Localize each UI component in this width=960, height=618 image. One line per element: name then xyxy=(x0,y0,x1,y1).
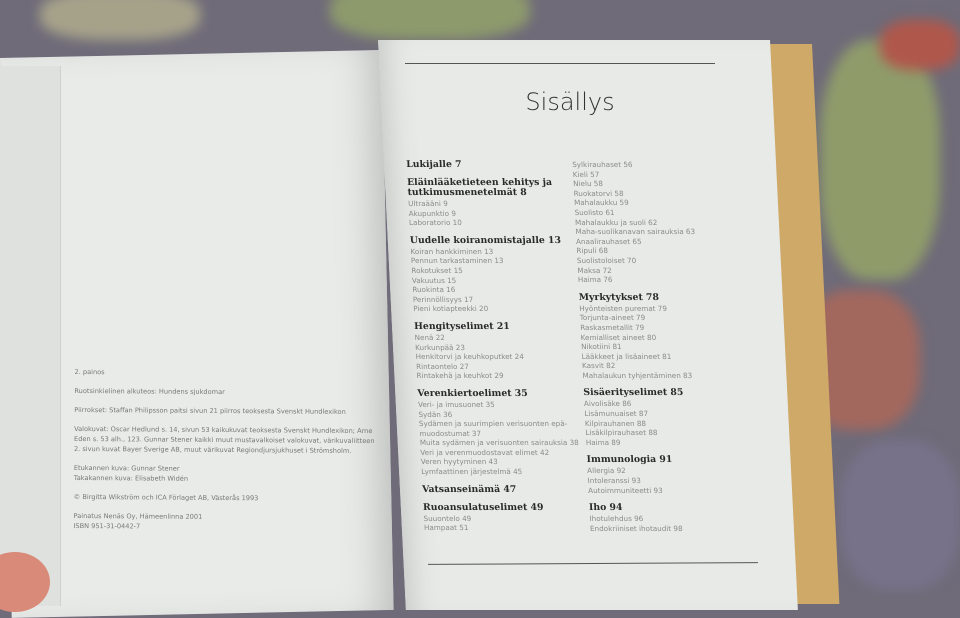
toc-entry: Intoleranssi 93 xyxy=(587,476,642,486)
toc-heading: Uudelle koiranomistajalle 13 xyxy=(409,234,562,246)
carpet-pattern xyxy=(880,20,960,70)
toc-entry: Ultraääni 9 xyxy=(407,199,449,208)
toc-left-column xyxy=(406,160,595,541)
toc-entry: Akupunktio 9 xyxy=(408,208,457,218)
toc-entry: Perinnöllisyys 17 xyxy=(412,294,474,304)
toc-entry: Kemialliset aineet 80 xyxy=(580,332,657,342)
toc-entry: Mahalaukku ja suoli 62 xyxy=(574,217,658,227)
toc-entry: Nikotiini 81 xyxy=(580,342,622,352)
toc-entry: Haima 76 xyxy=(577,275,613,285)
imprint-line: 2. painos xyxy=(74,367,105,377)
toc-entry: Henkitorvi ja keuhkoputket 24 xyxy=(415,352,525,362)
toc-section xyxy=(422,485,592,495)
toc-heading: Myrkytykset 78 xyxy=(578,291,660,303)
carpet-pattern xyxy=(840,440,960,590)
toc-entry: Veri ja verenmuodostavat elimet 42 xyxy=(420,447,550,457)
toc-heading: Ruoansulatuselimet 49 xyxy=(422,501,544,513)
toc-entry: Allergia 92 xyxy=(586,466,626,476)
toc-section xyxy=(586,455,758,495)
toc-entry: muodostumat 37 xyxy=(419,428,482,438)
toc-entry: Kurkunpää 23 xyxy=(414,342,466,352)
toc-entry: Pennun tarkastaminen 13 xyxy=(410,256,504,266)
toc-section xyxy=(423,503,594,533)
toc-entry: Ihotulehdus 96 xyxy=(589,514,644,524)
toc-section xyxy=(410,236,584,314)
toc-entry: Anaalirauhaset 65 xyxy=(575,236,642,246)
toc-entry: Mahalaukku 59 xyxy=(573,198,629,208)
toc-entry: Laboratorio 10 xyxy=(408,218,463,228)
toc-entry: Endokriiniset ihotaudit 98 xyxy=(589,523,683,533)
toc-section xyxy=(578,293,752,381)
toc-section xyxy=(407,178,579,228)
toc-entry: Rokotukset 15 xyxy=(411,265,463,275)
toc-entry: Pieni kotiapteekki 20 xyxy=(413,304,489,314)
imprint-line: Valokuvat: Oscar Hedlund s. 14, sivun 53 kaikukuvat teoksesta Svenskt Hundlexikon; Arne xyxy=(74,424,373,436)
toc-right-column xyxy=(572,160,761,541)
toc-entry: Sydän 36 xyxy=(418,409,453,419)
imprint-line: ISBN 951-31-0442-7 xyxy=(73,521,141,531)
toc-entry: Koiran hankkiminen 13 xyxy=(410,246,494,256)
toc-section xyxy=(414,322,587,381)
toc-entry: Autoimmuniteetti 93 xyxy=(587,485,663,495)
toc-heading: Immunologia 91 xyxy=(586,454,673,466)
toc-entry: Ruokinta 16 xyxy=(412,285,456,295)
toc-entry: Aivolisäke 86 xyxy=(583,399,632,409)
imprint-line: 2. sivun kuvat Bayer Sverige AB, muut värikuvat Regiondjursjukhuset i Strömsholm. xyxy=(73,444,352,455)
toc-entry: Hampaat 51 xyxy=(423,523,469,533)
imprint-line: Etukannen kuva: Gunnar Stener xyxy=(73,463,180,473)
toc-entry: Veri- ja imusuonet 35 xyxy=(417,399,495,409)
toc-entry: Vakuutus 15 xyxy=(411,275,457,285)
toc-entry: Hyönteisten puremat 79 xyxy=(579,303,668,313)
toc-heading: Lukijalle 7 xyxy=(405,159,462,170)
imprint-line: Eden s. 53 alh., 123. Gunnar Stener kaikki muut mustavalkoiset valokuvat, värikuvaliitteen xyxy=(74,434,375,446)
toc-heading: Iho 94 xyxy=(588,502,623,514)
toc-entry: Torjunta-aineet 79 xyxy=(579,313,646,323)
top-rule xyxy=(405,63,715,64)
toc-entry: Kasvit 82 xyxy=(581,361,616,371)
toc-entry: Nielu 58 xyxy=(572,179,604,189)
toc-entry: Haima 89 xyxy=(585,437,621,447)
imprint-line: Painatus Nenäs Oy, Hämeenlinna 2001 xyxy=(73,511,203,521)
imprint-line: Piirrokset: Staffan Philipsson paitsi sivun 21 piirros teoksesta Svenskt Hundlexikon xyxy=(74,405,346,416)
toc-entry: Suolistoloiset 70 xyxy=(576,255,637,265)
toc-heading: Verenkiertoelimet 35 xyxy=(417,387,529,399)
toc-entry: Ripuli 68 xyxy=(576,246,609,256)
toc-entry: Maksa 72 xyxy=(577,265,612,275)
toc-entry: Lääkkeet ja lisäaineet 81 xyxy=(581,351,672,361)
toc-entry: Kilpirauhanen 88 xyxy=(584,418,647,428)
toc-section xyxy=(406,160,576,170)
toc-entry: Muita sydämen ja verisuonten sairauksia 38 xyxy=(419,438,579,448)
toc-entry: Suolisto 61 xyxy=(574,207,615,217)
imprint-text xyxy=(73,367,375,533)
toc-entry: Raskasmetallit 79 xyxy=(579,322,645,332)
carpet-pattern xyxy=(40,0,200,40)
toc-entry: Lisämunuaiset 87 xyxy=(584,409,649,419)
imprint-line: Ruotsinkielinen alkuteos: Hundens sjukdomar xyxy=(74,386,225,397)
toc-entry: Mahalaukun tyhjentäminen 83 xyxy=(582,370,693,380)
toc-entry: Rintaontelo 27 xyxy=(415,361,470,371)
toc-section xyxy=(417,389,591,477)
toc-entry: Sylkirauhaset 56 xyxy=(572,160,633,169)
toc-entry: Suuontelo 49 xyxy=(423,513,472,523)
toc-heading: Hengityselimet 21 xyxy=(413,320,511,332)
toc-entry: Maha-suolikanavan sairauksia 63 xyxy=(575,227,696,237)
toc-entry: Rintakehä ja keuhkot 29 xyxy=(416,371,504,381)
toc-heading: Vatsanseinämä 47 xyxy=(421,483,517,495)
toc-entry: Nenä 22 xyxy=(414,332,446,342)
imprint-line: © Birgitta Wikström och ICA Förlaget AB, Västerås 1993 xyxy=(73,492,259,503)
page-title: Sisällys xyxy=(525,88,615,116)
toc-entry: Lisäkilpirauhaset 88 xyxy=(585,428,658,438)
toc-heading: Eläinlääketieteen kehitys ja tutkimusmenetelmät 8 xyxy=(406,177,553,198)
toc-entry: Sydämen ja suurimpien verisuonten epä- xyxy=(418,419,568,429)
toc-section xyxy=(589,503,760,533)
toc-entry: Veren hyytyminen 43 xyxy=(420,457,498,467)
toc-entry: Lymfaattinen järjestelmä 45 xyxy=(421,467,523,477)
toc-heading: Sisäerityselimet 85 xyxy=(583,387,684,399)
left-page-fold xyxy=(0,66,61,606)
imprint-line: Takakannen kuva: Elisabeth Widén xyxy=(73,473,189,483)
toc-entry: Kieli 57 xyxy=(572,169,600,179)
carpet-pattern xyxy=(330,0,530,40)
carpet-pattern xyxy=(820,40,940,280)
toc-entry: Ruokatorvi 58 xyxy=(573,188,624,198)
toc-section xyxy=(572,160,748,285)
toc-section xyxy=(583,388,756,447)
